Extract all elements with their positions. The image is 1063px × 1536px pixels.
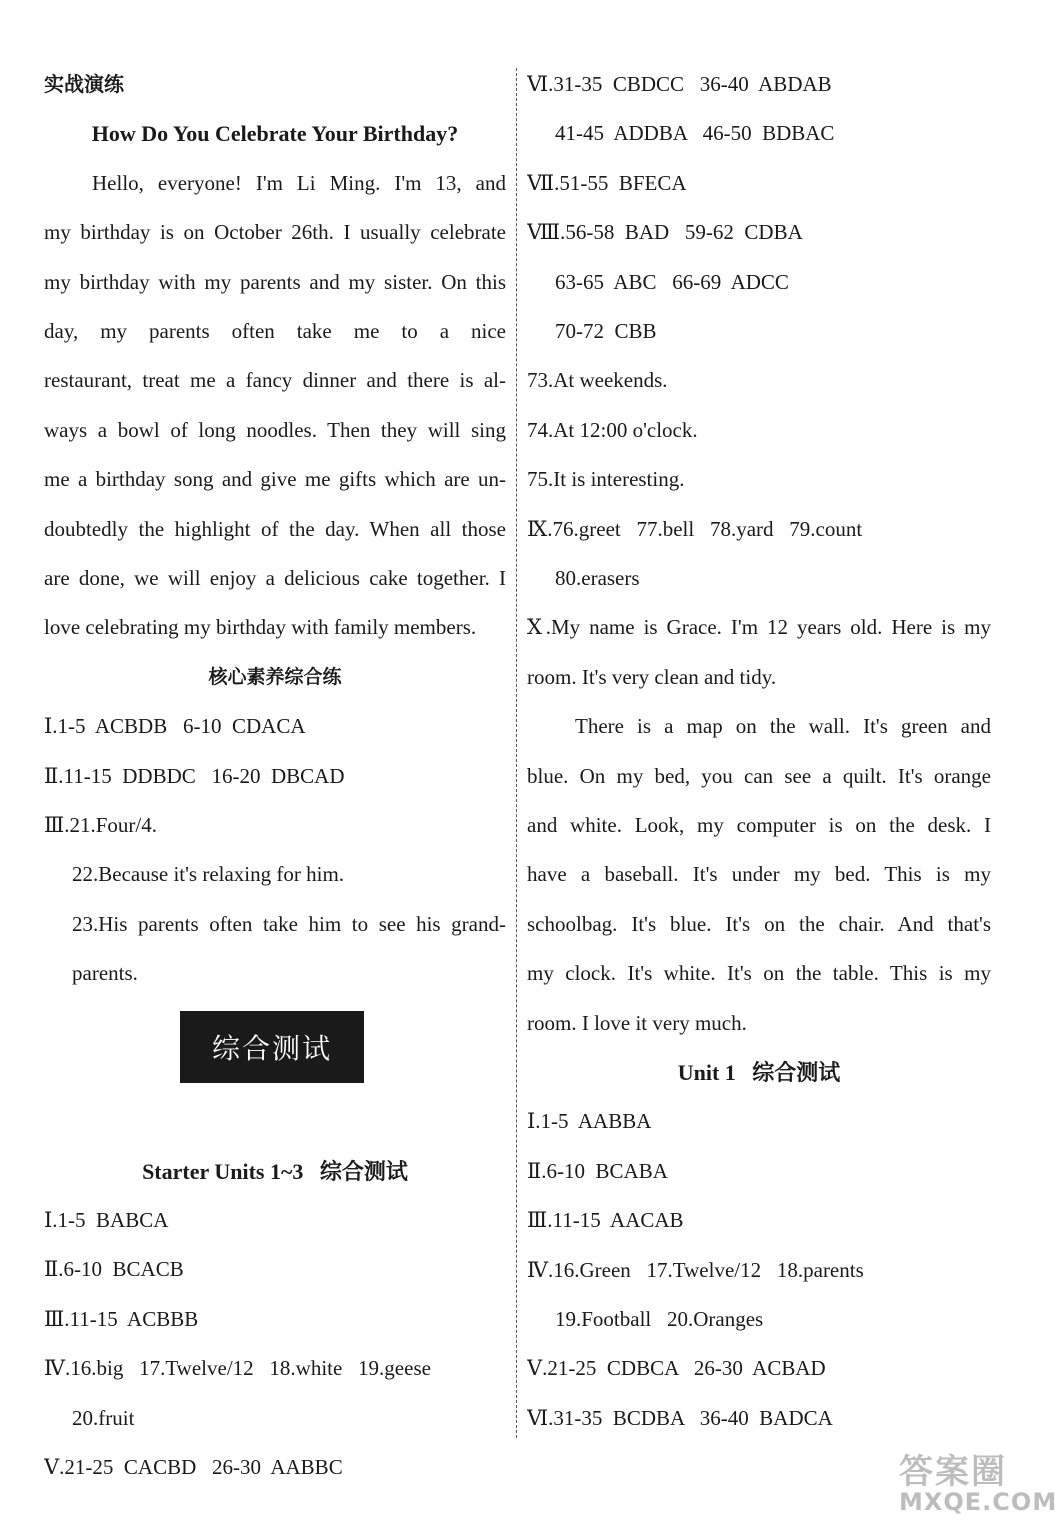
- writing-line: have a baseball. It's under my bed. This is my: [527, 862, 991, 887]
- banner-area: [44, 999, 506, 1147]
- answer-line: 41-45 ADDBA 46-50 BDBAC: [555, 121, 835, 146]
- answer-line: Ⅵ.31-35 CBDCC 36-40 ABDAB: [527, 72, 832, 96]
- essay-line: me a birthday song and give me gifts which are un-: [44, 467, 506, 492]
- answer-line: Ⅰ.1-5 BABCA: [44, 1207, 169, 1232]
- answer-line: parents.: [72, 961, 138, 986]
- answer-line: Ⅳ.16.Green 17.Twelve/12 18.parents: [527, 1257, 864, 1282]
- unit1-heading: Unit 1 综合测试: [677, 1059, 841, 1085]
- answer-line: Ⅸ.76.greet 77.bell 78.yard 79.count: [527, 516, 863, 541]
- essay-body: [44, 159, 506, 653]
- essay-line: doubtedly the highlight of the day. When all those: [44, 516, 506, 541]
- answer-line: Ⅱ.11-15 DDBDC 16-20 DBCAD: [44, 763, 345, 788]
- answer-line: Ⅶ.51-55 BFECA: [527, 170, 687, 195]
- writing-line: Ⅹ.My name is Grace. I'm 12 years old. Here is my: [527, 615, 991, 640]
- answer-line: Ⅷ.56-58 BAD 59-62 CDBA: [527, 220, 803, 245]
- watermark-url: MXQE.COM: [899, 1488, 1058, 1516]
- essay-line: are done, we will enjoy a delicious cake together. I: [44, 566, 506, 591]
- writing-para-2: [527, 702, 991, 1048]
- answer-line: 70-72 CBB: [555, 318, 657, 343]
- answer-line: 19.Football 20.Oranges: [555, 1306, 764, 1331]
- writing-line: and white. Look, my computer is on the desk. I: [527, 812, 991, 837]
- practice-heading: 实战演练: [44, 72, 124, 96]
- core-heading: 核心素养综合练: [208, 665, 342, 688]
- answer-line: Ⅰ.1-5 AABBA: [527, 1109, 652, 1134]
- watermark-logo: [899, 1444, 1058, 1522]
- writing-line: There is a map on the wall. It's green and: [575, 714, 991, 739]
- writing-para-1: [527, 603, 991, 702]
- column-divider: [516, 68, 517, 1438]
- answer-line: Ⅱ.6-10 BCABA: [527, 1158, 668, 1183]
- writing-line: blue. On my bed, you can see a quilt. It's orange: [527, 763, 991, 788]
- writing-line: room. I love it very much.: [527, 1010, 747, 1035]
- answer-line: 23.His parents often take him to see his grand-: [72, 911, 506, 936]
- answer-line: Ⅲ.21.Four/4.: [44, 813, 158, 838]
- essay-line: Hello, everyone! I'm Li Ming. I'm 13, and: [92, 170, 506, 195]
- answer-line: 22.Because it's relaxing for him.: [72, 862, 345, 887]
- answer-line: 80.erasers: [555, 565, 640, 590]
- writing-line: my clock. It's white. It's on the table. This is my: [527, 961, 991, 986]
- writing-line: room. It's very clean and tidy.: [527, 664, 777, 689]
- answer-line: Ⅵ.31-35 BCDBA 36-40 BADCA: [527, 1405, 833, 1430]
- answer-line: Ⅳ.16.big 17.Twelve/12 18.white 19.geese: [44, 1356, 431, 1381]
- essay-line: my birthday with my parents and my sister. On this: [44, 269, 506, 294]
- answer-line: Ⅴ.21-25 CDBCA 26-30 ACBAD: [527, 1356, 826, 1381]
- answer-line: Ⅲ.11-15 ACBBB: [44, 1306, 199, 1331]
- right-column: [527, 60, 991, 1443]
- answer-line: Ⅴ.21-25 CACBD 26-30 AABBC: [44, 1454, 343, 1479]
- starter-heading: Starter Units 1~3 综合测试: [142, 1158, 408, 1184]
- answer-line: 74.At 12:00 o'clock.: [527, 417, 698, 442]
- writing-line: schoolbag. It's blue. It's on the chair. And that's: [527, 911, 991, 936]
- essay-line: love celebrating my birthday with family members.: [44, 615, 477, 640]
- left-column: [44, 60, 506, 1492]
- essay-line: ways a bowl of long noodles. Then they will sing: [44, 417, 506, 442]
- section-banner: 综合测试: [180, 1011, 364, 1083]
- answer-line: 63-65 ABC 66-69 ADCC: [555, 269, 789, 294]
- answer-line: 20.fruit: [72, 1405, 135, 1430]
- essay-line: my birthday is on October 26th. I usually celebrate: [44, 220, 506, 245]
- watermark-text: 答案圈: [899, 1452, 1007, 1492]
- answer-line: Ⅱ.6-10 BCACB: [44, 1257, 184, 1282]
- answer-line: Ⅰ.1-5 ACBDB 6-10 CDACA: [44, 714, 306, 739]
- answer-line: Ⅲ.11-15 AACAB: [527, 1208, 684, 1233]
- answer-23: [44, 900, 506, 949]
- essay-line: restaurant, treat me a fancy dinner and there is al-: [44, 368, 506, 393]
- essay-title: How Do You Celebrate Your Birthday?: [91, 121, 459, 147]
- answer-line: 73.At weekends.: [527, 368, 668, 393]
- essay-line: day, my parents often take me to a nice: [44, 319, 506, 343]
- answer-line: 75.It is interesting.: [527, 467, 685, 492]
